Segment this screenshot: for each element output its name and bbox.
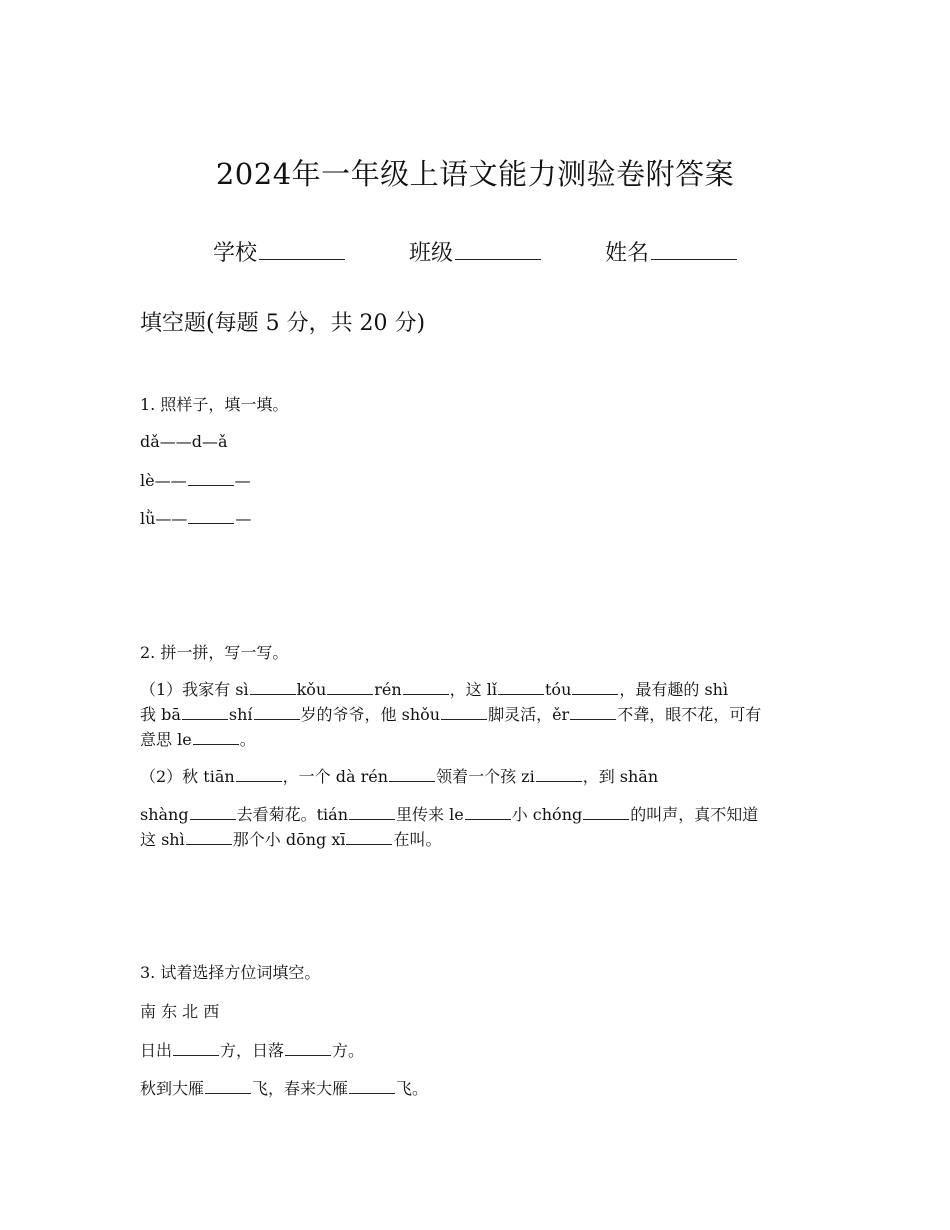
class-field xyxy=(409,236,541,267)
q2-p2-line3 xyxy=(140,828,442,852)
student-info-row xyxy=(0,236,950,267)
text-segment: ，到 shān xyxy=(582,767,659,786)
q1-example: dǎ——d—ǎ xyxy=(140,432,228,451)
fill-blank[interactable] xyxy=(254,703,300,720)
text-segment: kǒu xyxy=(296,680,327,699)
fill-blank[interactable] xyxy=(285,1039,331,1056)
fill-blank[interactable] xyxy=(193,728,239,745)
text-segment: 脚灵活，ěr xyxy=(488,705,570,724)
text-segment: （1）我家有 sì xyxy=(140,680,249,699)
text-segment: ，最有趣的 shì xyxy=(619,680,729,699)
text-segment: 日出 xyxy=(140,1041,173,1060)
q1-row2-blank[interactable] xyxy=(188,507,234,524)
text-segment: 。 xyxy=(239,730,256,749)
school-field xyxy=(213,236,345,267)
fill-blank[interactable] xyxy=(441,703,487,720)
text-segment: tóu xyxy=(545,680,572,699)
fill-blank[interactable] xyxy=(389,765,435,782)
section-heading: 填空题(每题 5 分，共 20 分) xyxy=(140,311,426,336)
q1-row2-suffix: — xyxy=(235,509,252,528)
text-segment: 岁的爷爷，他 shǒu xyxy=(300,705,441,724)
q3-line1 xyxy=(140,1039,364,1063)
name-blank[interactable] xyxy=(651,239,737,260)
text-segment: ，这 lǐ xyxy=(449,680,497,699)
fill-blank[interactable] xyxy=(465,803,511,820)
text-segment: 在叫。 xyxy=(393,830,442,849)
q2-p2-line1 xyxy=(140,765,658,789)
text-segment: 我 bā xyxy=(140,705,181,724)
fill-blank[interactable] xyxy=(349,1077,395,1094)
fill-blank[interactable] xyxy=(536,765,582,782)
q2-p1-line2 xyxy=(140,703,761,727)
school-label: 学校 xyxy=(212,241,257,266)
fill-blank[interactable] xyxy=(583,803,629,820)
q1-row1-blank[interactable] xyxy=(188,469,234,486)
q3-options: 南 东 北 西 xyxy=(140,1002,220,1021)
class-blank[interactable] xyxy=(455,239,541,260)
q1-row1-prefix: lè—— xyxy=(140,471,187,490)
text-segment: 去看菊花。tián xyxy=(236,805,349,824)
text-segment: 领着一个孩 zi xyxy=(436,767,535,786)
text-segment: rén xyxy=(374,680,402,699)
q1-row1 xyxy=(140,469,251,493)
fill-blank[interactable] xyxy=(236,765,282,782)
q1-row2 xyxy=(140,507,251,531)
text-segment: 意思 le xyxy=(140,730,192,749)
q2-p1-line3 xyxy=(140,728,256,752)
fill-blank[interactable] xyxy=(182,703,228,720)
fill-blank[interactable] xyxy=(205,1077,251,1094)
q2-p1-line1 xyxy=(140,678,728,702)
fill-blank[interactable] xyxy=(572,678,618,695)
q2-p2-line2 xyxy=(140,803,758,827)
class-label: 班级 xyxy=(408,241,453,266)
page-title: 2024年一年级上语文能力测验卷附答案 xyxy=(215,157,735,191)
name-field xyxy=(605,236,737,267)
fill-blank[interactable] xyxy=(570,703,616,720)
q3-heading: 3. 试着选择方位词填空。 xyxy=(140,963,321,982)
fill-blank[interactable] xyxy=(403,678,449,695)
text-segment: 秋到大雁 xyxy=(140,1079,205,1098)
text-segment: 飞，春来大雁 xyxy=(252,1079,349,1098)
text-segment: shàng xyxy=(140,805,189,824)
text-segment: （2）秋 tiān xyxy=(140,767,235,786)
text-segment: 里传来 le xyxy=(396,805,464,824)
text-segment: 那个小 dōng xī xyxy=(232,830,346,849)
text-segment: 方。 xyxy=(332,1041,365,1060)
fill-blank[interactable] xyxy=(190,803,236,820)
fill-blank[interactable] xyxy=(173,1039,219,1056)
text-segment: 的叫声，真不知道 xyxy=(630,805,759,824)
q1-row1-suffix: — xyxy=(234,471,251,490)
text-segment: shí xyxy=(228,705,253,724)
text-segment: 方，日落 xyxy=(220,1041,285,1060)
text-segment: 飞。 xyxy=(396,1079,429,1098)
q3-line2 xyxy=(140,1077,428,1101)
q1-row2-prefix: lǜ—— xyxy=(140,509,188,528)
name-label: 姓名 xyxy=(605,241,650,266)
fill-blank[interactable] xyxy=(346,828,392,845)
text-segment: ，一个 dà rén xyxy=(282,767,389,786)
text-segment: 这 shì xyxy=(140,830,185,849)
fill-blank[interactable] xyxy=(349,803,395,820)
fill-blank[interactable] xyxy=(250,678,296,695)
text-segment: 小 chóng xyxy=(511,805,583,824)
text-segment: 不聋，眼不花，可有 xyxy=(617,705,762,724)
fill-blank[interactable] xyxy=(186,828,232,845)
q2-heading: 2. 拼一拼，写一写。 xyxy=(140,643,289,662)
school-blank[interactable] xyxy=(259,239,345,260)
fill-blank[interactable] xyxy=(498,678,544,695)
q1-heading: 1. 照样子，填一填。 xyxy=(140,395,289,414)
fill-blank[interactable] xyxy=(327,678,373,695)
